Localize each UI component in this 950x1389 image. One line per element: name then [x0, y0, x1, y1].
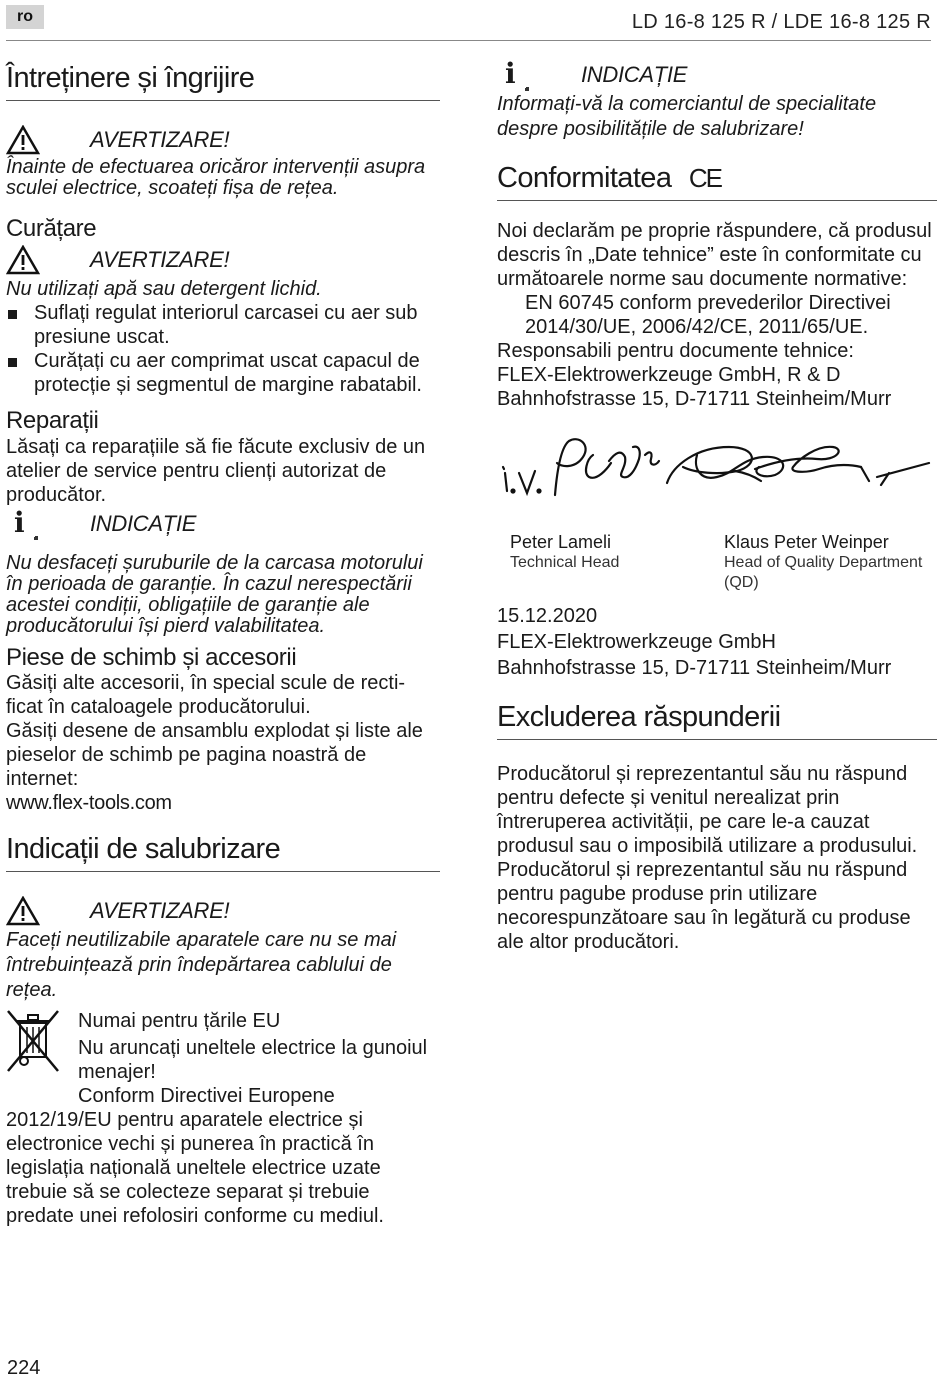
- cleaning-warning: [6, 243, 440, 277]
- warning-icon: [6, 245, 90, 275]
- responsible-label: Responsabili pentru documente tehnice:: [497, 340, 854, 362]
- signatory-2: [724, 531, 924, 593]
- conformity-heading: Conformitatea CE: [497, 158, 937, 201]
- responsible-company: FLEX-Elektrowerkzeuge GmbH, R & D: [497, 364, 841, 386]
- crossed-bin-icon: [6, 1009, 78, 1084]
- declaration-company: FLEX-Elektrowerkzeuge GmbH: [497, 631, 776, 653]
- repairs-text: Lăsați ca reparațiile să fie făcute exclusiv de un atelier de service pentru clienți autorizat de producător.: [6, 436, 426, 506]
- conformity-norms: EN 60745 conform prevederilor Directivei 2014/30/UE, 2006/42/CE, 2011/65/UE.: [525, 292, 891, 338]
- cleaning-warning-text: Nu utilizați apă sau detergent lichid.: [6, 278, 322, 300]
- signatory-role: Head of Quality Department (QD): [724, 554, 923, 591]
- maintenance-warning-text: Înainte de efectuarea oricăror intervenții asupra sculei electrice, scoateți fișa de rețea.: [6, 156, 426, 199]
- liability-text-1: Producătorul și reprezentantul său nu răspund pentru defecte și venitul nerealizat prin întreruperea activității, pe care le-a cauzat produsul sau o imposibilă utilizare a produsului.: [497, 763, 918, 857]
- signatory-name: Peter Lameli: [510, 532, 612, 552]
- weee-block: [6, 1009, 440, 1084]
- left-column: [6, 58, 440, 1228]
- declaration-address: Bahnhofstrasse 15, D-71711 Steinheim/Murr: [497, 657, 892, 679]
- bullet-icon: [8, 310, 17, 319]
- warning-label: AVERTIZARE!: [90, 898, 230, 923]
- maintenance-warning: [6, 123, 440, 157]
- warning-icon: [6, 896, 90, 926]
- responsible-address: Bahnhofstrasse 15, D-71711 Steinheim/Murr: [497, 388, 892, 410]
- page-number: 224: [7, 1357, 41, 1379]
- directive-first-line: Conform Directivei Europene: [78, 1085, 335, 1107]
- note-label: INDICAȚIE: [581, 62, 688, 87]
- repairs-note: [6, 507, 440, 541]
- no-household-text: Nu aruncați uneltele electrice la gunoiul menajer!: [78, 1037, 428, 1083]
- language-badge: ro: [6, 5, 44, 29]
- directive-text: 2012/19/EU pentru aparatele electrice și electronice vechi și punerea în practică în legislația națională uneltele electrice uzate trebuie să se colecteze separat și trebuie predate unei refolosiri conforme cu mediul.: [6, 1109, 384, 1227]
- bullet-icon: [8, 358, 17, 367]
- warning-icon: [6, 125, 90, 155]
- declaration-date: 15.12.2020: [497, 605, 598, 627]
- model-header: LD 16-8 125 R / LDE 16-8 125 R: [631, 11, 931, 33]
- header-divider: [6, 40, 931, 41]
- warning-label: AVERTIZARE!: [90, 127, 230, 152]
- signatory-role: Technical Head: [510, 554, 620, 571]
- cleaning-heading: Curățare: [6, 215, 97, 242]
- spare-parts-heading: Piese de schimb și accesorii: [6, 644, 297, 671]
- repairs-note-text: Nu desfaceți șuruburile de la carcasa motorului în perioada de garanție. În cazul nerespectării acestei condiții, obligațiile de garanție ale producătorului își pierd valabilitatea.: [6, 552, 423, 637]
- repairs-heading: Reparații: [6, 407, 99, 434]
- disposal-warning: [6, 894, 440, 928]
- disposal-warning-text: Faceți neutilizabile aparatele care nu se mai întrebuințează prin îndepărtarea cablului de rețea.: [6, 929, 397, 1001]
- conformity-intro: Noi declarăm pe proprie răspundere, că produsul descris în „Date tehnice” este în conformitate cu următoarele norme sau documente normative:: [497, 220, 932, 290]
- signatory-1: [510, 531, 724, 593]
- spare-parts-text-2: Găsiți desene de ansamblu explodat și liste ale pieselor de schimb pe pagina noastră de internet:: [6, 720, 423, 790]
- liability-text-2: Producătorul și reprezentantul său nu răspund pentru pagube produse prin utilizare necorespunzătoare sau în legătură cu produse ale altor producători.: [497, 859, 911, 953]
- signatures-image: [497, 411, 937, 531]
- liability-heading: Excluderea răspunderii: [497, 697, 937, 740]
- maintenance-heading: Întreținere și îngrijire: [6, 58, 440, 101]
- list-item: Suflați regulat interiorul carcasei cu aer sub presiune uscat.: [6, 301, 440, 349]
- dealer-note: [497, 58, 937, 92]
- right-column: [497, 58, 937, 954]
- eu-only-text: Numai pentru țările EU: [78, 1010, 281, 1032]
- signatories: [510, 531, 937, 593]
- warning-label: AVERTIZARE!: [90, 247, 230, 272]
- info-icon: i: [6, 508, 38, 540]
- website-link[interactable]: www.flex-tools.com: [6, 792, 172, 814]
- ce-mark-icon: CE: [688, 163, 721, 193]
- signatory-name: Klaus Peter Weinper: [724, 532, 889, 552]
- list-item: Curățați cu aer comprimat uscat capacul de protecție și segmentul de margine rabatabil.: [6, 349, 440, 397]
- note-label: INDICAȚIE: [90, 511, 197, 536]
- info-icon: i: [497, 59, 529, 91]
- spare-parts-text-1: Găsiți alte accesorii, în special scule de recti-ficat în cataloagele producătorului.: [6, 672, 406, 718]
- disposal-heading: Indicații de salubrizare: [6, 829, 440, 872]
- cleaning-list: [6, 301, 440, 397]
- dealer-note-text: Informați-vă la comerciantul de specialitate despre posibilitățile de salubrizare!: [497, 93, 877, 140]
